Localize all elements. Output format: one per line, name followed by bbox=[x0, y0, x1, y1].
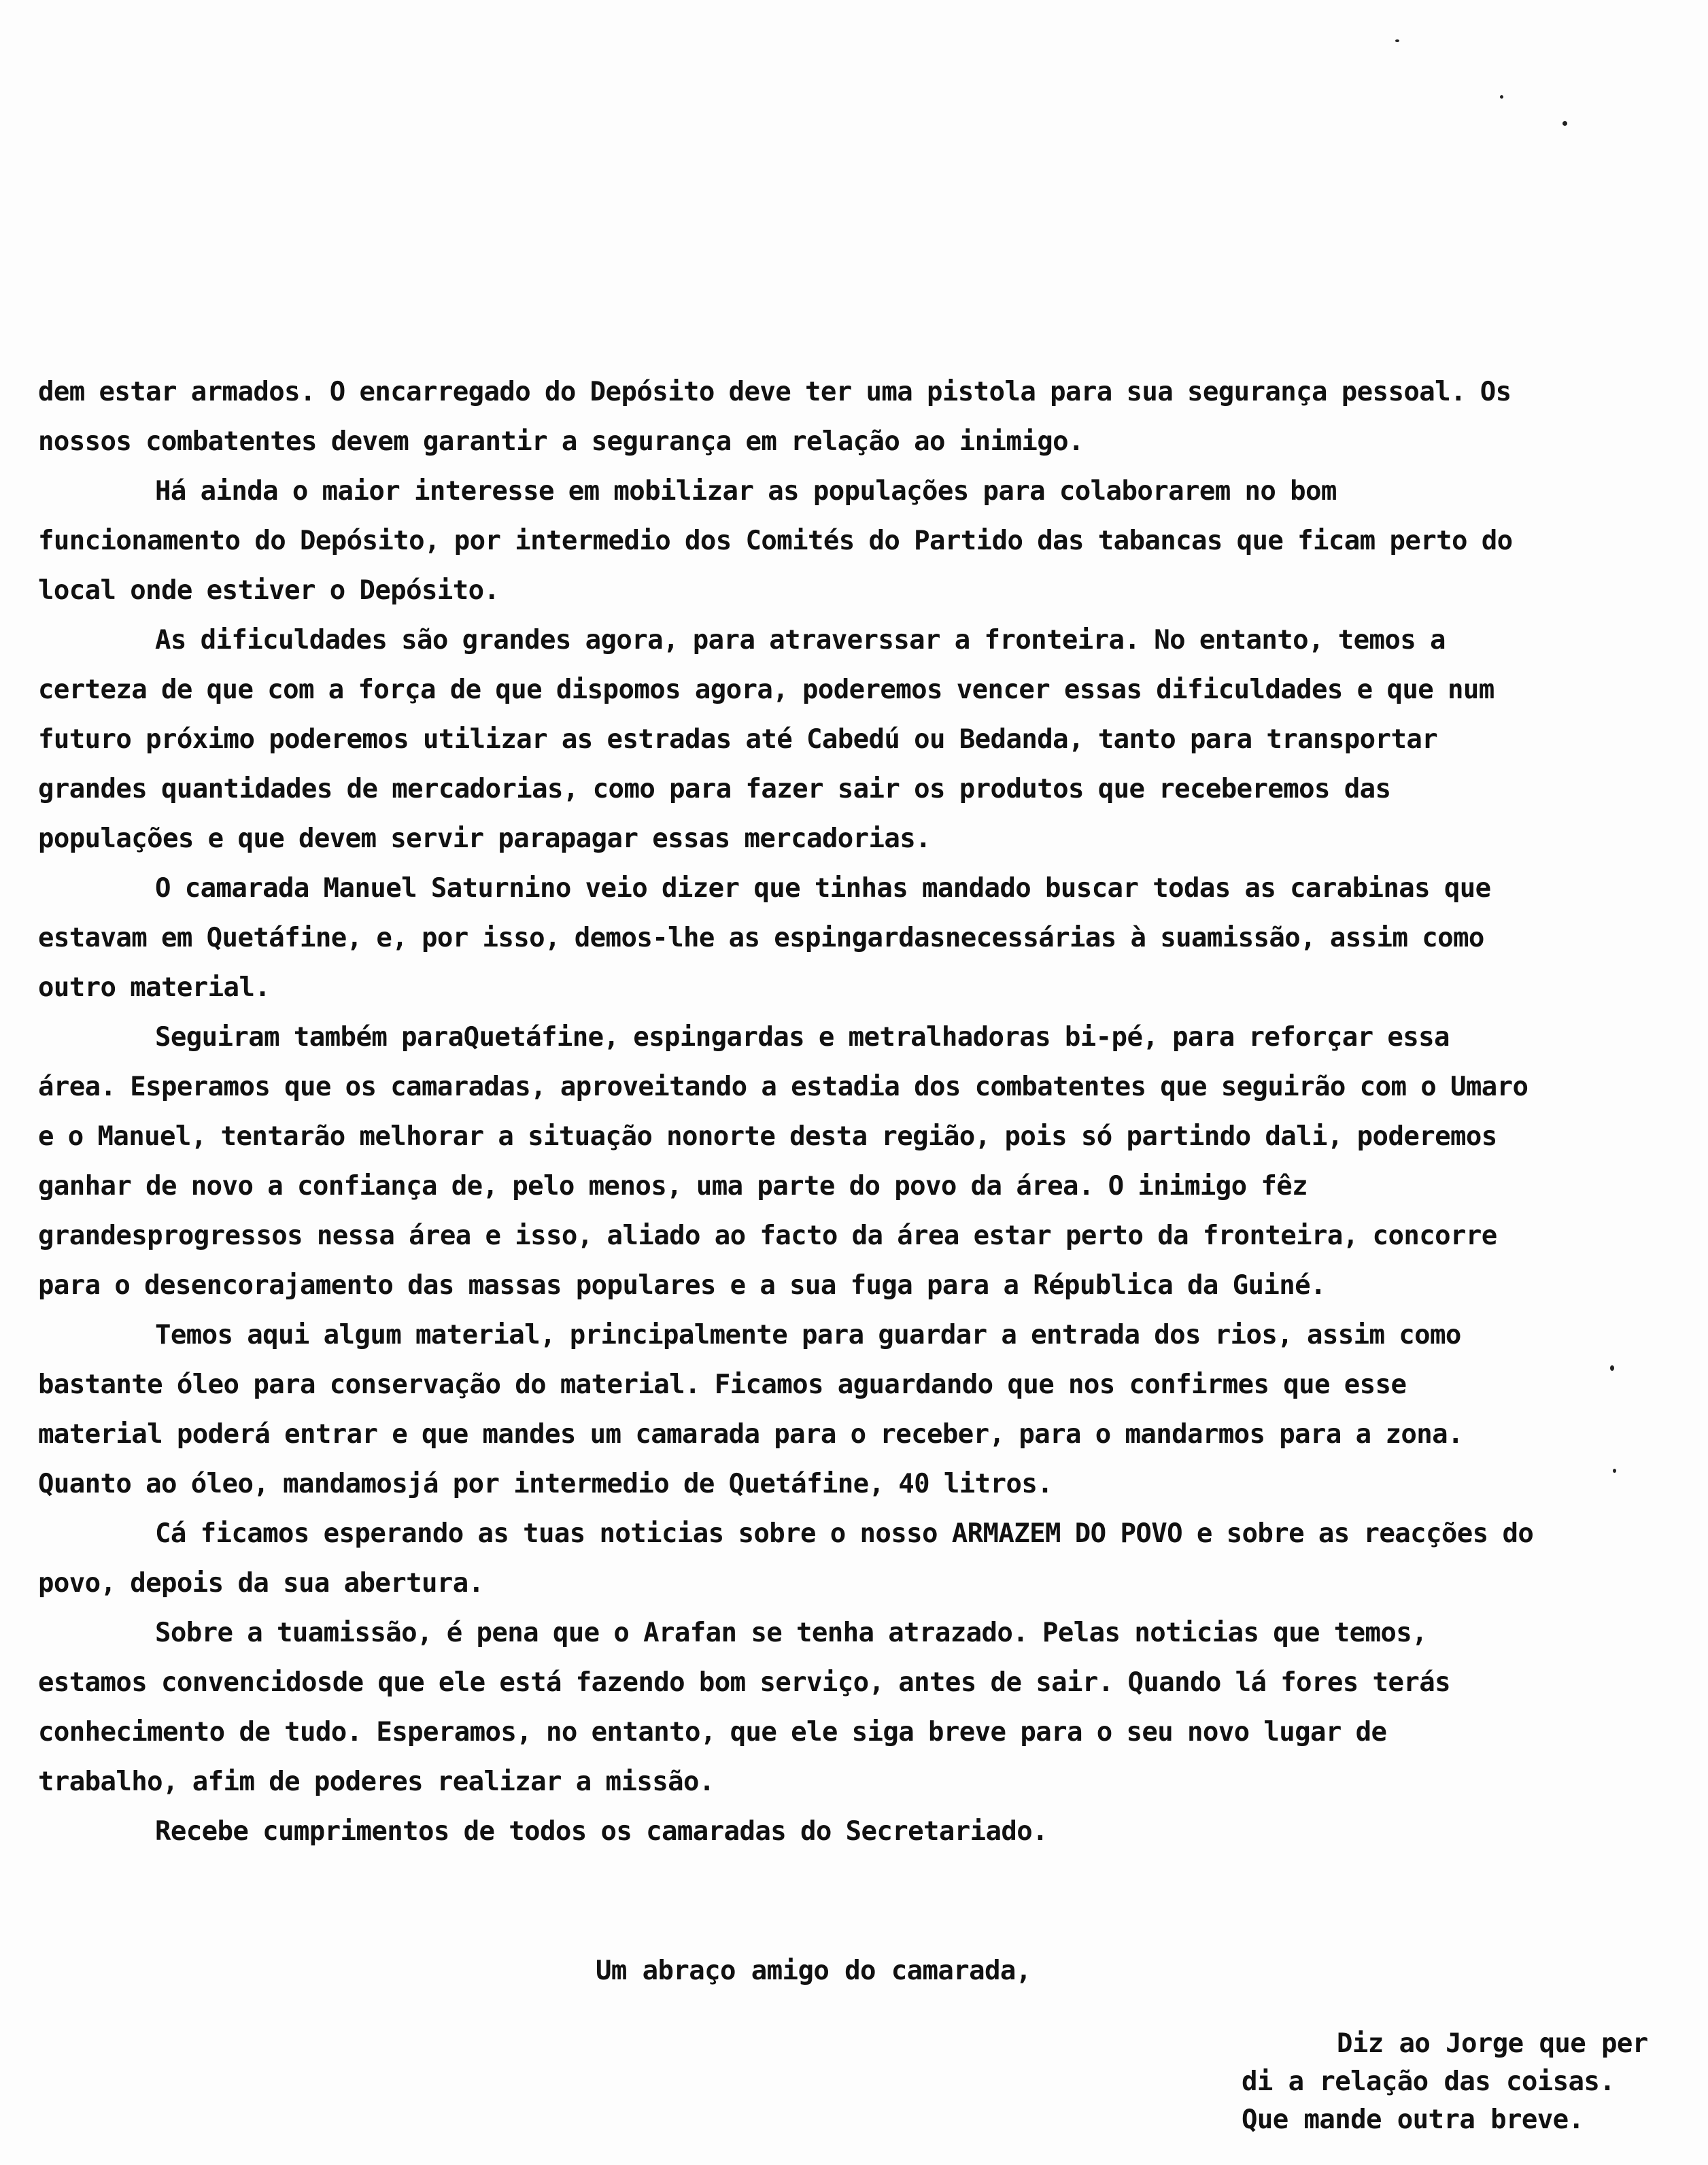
closing-line: Um abraço amigo do camarada, bbox=[596, 1956, 1031, 1986]
ink-speck bbox=[1610, 1365, 1614, 1371]
postscript-line-2: di a relação das coisas. bbox=[1242, 2066, 1616, 2097]
postscript-line-1: Diz ao Jorge que per bbox=[1337, 2028, 1648, 2059]
ink-speck bbox=[1562, 121, 1567, 126]
paragraph-7: Cá ficamos esperando as tuas noticias sobre o nosso ARMAZEM DO POVO e sobre as reacções do povo, depois da sua abertura. bbox=[38, 1518, 1534, 1599]
ink-speck bbox=[1613, 1469, 1616, 1473]
paragraph-3: As dificuldades são grandes agora, para atraverssar a fronteira. No entanto, temos a certeza de que com a força de que dispomos agora, poderemos vencer essas dificuldades e que num futuro próximo poderemos utilizar as estradas até Cabedú ou Bedanda, tanto para transportar grandes quantidades de mercadorias, como para fazer sair os produtos que receberemos das populações e que devem servir parapagar essas mercadorias. bbox=[38, 625, 1494, 854]
ink-speck bbox=[1395, 39, 1399, 42]
postscript bbox=[1242, 2025, 1648, 2139]
paragraph-4: O camarada Manuel Saturnino veio dizer que tinhas mandado buscar todas as carabinas que estavam em Quetáfine, e, por isso, demos-lhe as espingardasnecessárias à suamissão, assim como outro material. bbox=[38, 873, 1491, 1003]
paragraph-5: Seguiram também paraQuetáfine, espingardas e metralhadoras bi-pé, para reforçar essa área. Esperamos que os camaradas, aproveitando a estadia dos combatentes que seguirão com o Umaro e o Manuel, tentarão melhorar a situação nonorte desta região, pois só partindo dali, poderemos ganhar de novo a confiança de, pelo menos, uma parte do povo da área. O inimigo fêz grandesprogressos nessa área e isso, aliado ao facto da área estar perto da fronteira, concorre para o desencorajamento das massas populares e a sua fuga para a Républica da Guiné. bbox=[38, 1022, 1528, 1301]
paragraph-2: Há ainda o maior interesse em mobilizar as populações para colaborarem no bom funcionamento do Depósito, por intermedio dos Comités do Partido das tabancas que ficam perto do local onde estiver o Depósito. bbox=[38, 476, 1513, 606]
paragraph-1: dem estar armados. O encarregado do Depósito deve ter uma pistola para sua segurança pessoal. Os nossos combatentes devem garantir a segurança em relação ao inimigo. bbox=[38, 377, 1511, 457]
paragraph-8: Sobre a tuamissão, é pena que o Arafan se tenha atrazado. Pelas noticias que temos, estamos convencidosde que ele está fazendo bom serviço, antes de sair. Quando lá fores terás conhecimento de tudo. Esperamos, no entanto, que ele siga breve para o seu novo lugar de trabalho, afim de poderes realizar a missão. bbox=[38, 1618, 1450, 1797]
paragraph-6: Temos aqui algum material, principalmente para guardar a entrada dos rios, assim como bastante óleo para conservação do material. Ficamos aguardando que nos confirmes que esse material poderá entrar e que mandes um camarada para o receber, para o mandarmos para a zona. Quanto ao óleo, mandamosjá por intermedio de Quetáfine, 40 litros. bbox=[38, 1320, 1463, 1499]
ink-speck bbox=[1500, 95, 1503, 99]
letter-body bbox=[38, 367, 1534, 1856]
paragraph-9: Recebe cumprimentos de todos os camaradas do Secretariado. bbox=[155, 1816, 1048, 1847]
postscript-line-3: Que mande outra breve. bbox=[1242, 2104, 1584, 2135]
